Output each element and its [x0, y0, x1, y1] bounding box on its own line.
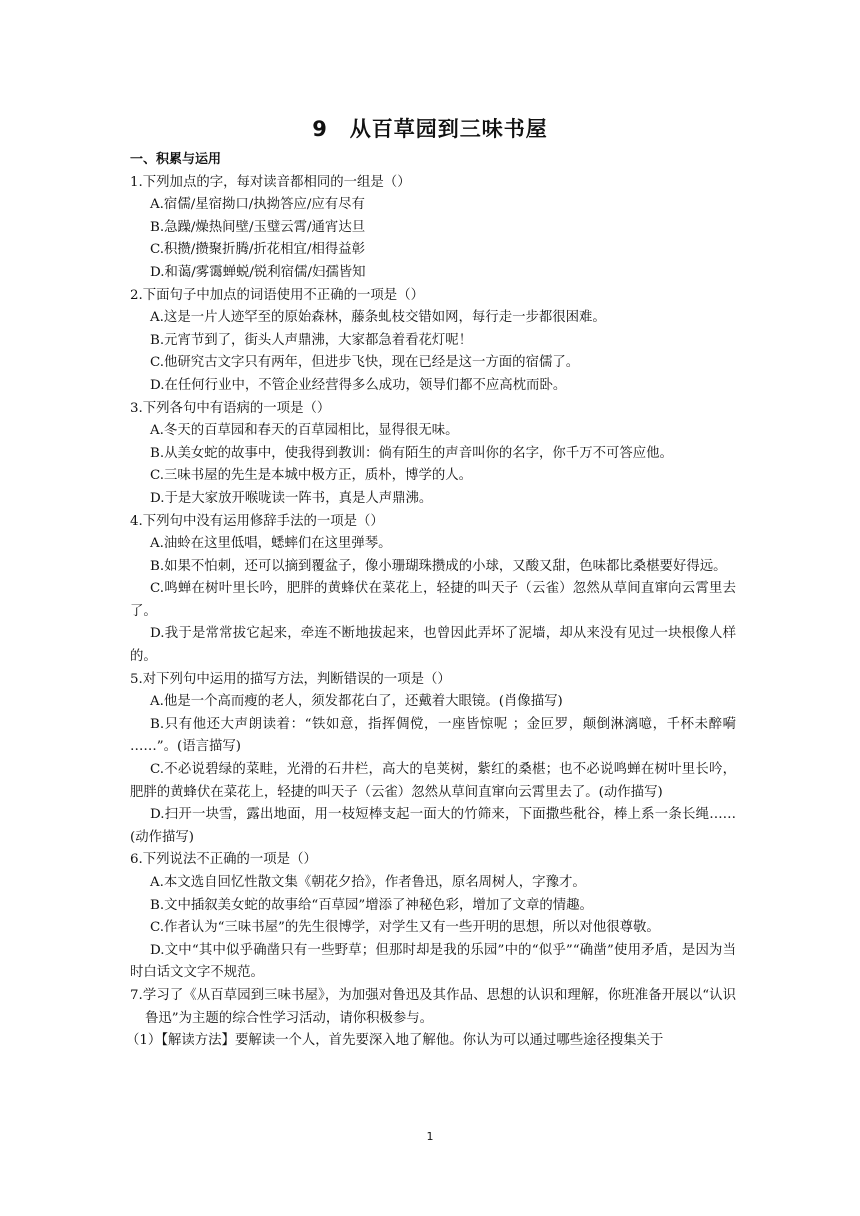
option-d: D.在任何行业中，不管企业经营得多么成功，领导们都不应高枕而卧。 [150, 377, 567, 393]
option-b: B.急躁/燥热间壁/玉璧云霄/通宵达旦 [150, 219, 366, 235]
option-b: B.从美女蛇的故事中，使我得到教训：倘有陌生的声音叫你的名字，你千万不可答应他。 [150, 445, 673, 461]
option-b: B.如果不怕刺，还可以摘到覆盆子，像小珊瑚珠攒成的小球，又酸又甜，色味都比桑椹要好得远。 [150, 558, 727, 574]
question-5 [130, 669, 736, 850]
question-2 [130, 285, 736, 398]
option-a: A.这是一片人迹罕至的原始森林，藤条虬枝交错如网，每行走一步都很困难。 [150, 310, 606, 326]
question-stem: 6.下列说法不正确的一项是（） [130, 852, 317, 868]
option-a: A.油蛉在这里低唱，蟋蟀们在这里弹琴。 [150, 536, 392, 552]
section-heading: 一、积累与运用 [130, 152, 222, 167]
option-d: D.于是大家放开喉咙读一阵书，真是人声鼎沸。 [150, 490, 433, 506]
option-d: D.文中“其中似乎确凿只有一些野草；但那时却是我的乐园”中的“似乎”“确凿”使用矛盾，是因为当时白话文文字不规范。 [130, 942, 736, 981]
question-4 [130, 511, 736, 669]
option-c: C.作者认为“三味书屋”的先生很博学，对学生又有一些开明的思想，所以对他很尊敬。 [150, 920, 660, 936]
question-7 [126, 985, 736, 1053]
question-3 [130, 398, 736, 511]
option-d: D.扫开一块雪，露出地面，用一枝短棒支起一面大的竹筛来，下面撒些秕谷，棒上系一条长绳……(动作描写) [130, 807, 736, 845]
page-title: 9 从百草园到三味书屋 [312, 117, 548, 141]
option-a: A.冬天的百草园和春天的百草园相比，显得很无味。 [150, 423, 459, 439]
option-c: C.三味书屋的先生是本城中极方正，质朴，博学的人。 [150, 468, 473, 484]
page-number: 1 [426, 1130, 434, 1143]
option-c: C.积攒/攒聚折腾/折花相宜/相得益彰 [150, 242, 366, 258]
sub-question-1: （1）【解读方法】要解读一个人，首先要深入地了解他。你认为可以通过哪些途径搜集关于 [126, 1033, 664, 1049]
option-b: B.文中插叙美女蛇的故事给“百草园”增添了神秘色彩，增加了文章的情趣。 [150, 897, 593, 913]
option-c: C.鸣蝉在树叶里长吟，肥胖的黄蜂伏在菜花上，轻捷的叫天子（云雀）忽然从草间直窜向云霄里去了。 [130, 581, 736, 619]
question-stem: 1.下列加点的字，每对读音都相同的一组是（） [130, 174, 411, 190]
option-c: C.他研究古文字只有两年，但进步飞快，现在已经是这一方面的宿儒了。 [150, 355, 580, 371]
question-stem: 5.对下列句中运用的描写方法，判断错误的一项是（） [130, 671, 451, 687]
option-a: A.本文选自回忆性散文集《朝花夕拾》，作者鲁迅，原名周树人，字豫才。 [150, 875, 586, 890]
exercise-content [126, 148, 736, 1053]
question-stem: 7.学习了《从百草园到三味书屋》，为加强对鲁迅及其作品、思想的认识和理解，你班准备开展以“认识鲁迅”为主题的综合性学习活动，请你积极参与。 [130, 987, 736, 1026]
option-d: D.和蔼/雾霭蝉蜕/锐利宿儒/妇孺皆知 [150, 264, 366, 280]
option-c: C.不必说碧绿的菜畦，光滑的石井栏，高大的皂荚树，紫红的桑椹；也不必说鸣蝉在树叶里长吟，肥胖的黄蜂伏在菜花上，轻捷的叫天子（云雀）忽然从草间直窜向云霄里去了。(动作描写) [130, 762, 736, 800]
question-6 [130, 849, 736, 985]
question-stem: 3.下列各句中有语病的一项是（） [130, 400, 331, 416]
question-stem: 2.下面句子中加点的词语使用不正确的一项是（） [130, 287, 424, 303]
option-d: D.我于是常常拔它起来，牵连不断地拔起来，也曾因此弄坏了泥墙，却从来没有见过一块根像人样的。 [130, 626, 736, 665]
option-b: B.只有他还大声朗读着：“铁如意，指挥倜傥，一座皆惊呢 ；金叵罗，颠倒淋漓噫，千杯未醉嗬 ……”。(语言描写) [130, 716, 736, 755]
option-a: A.宿儒/星宿拗口/执拗答应/应有尽有 [150, 197, 365, 213]
option-a: A.他是一个高而瘦的老人，须发都花白了，还戴着大眼镜。(肖像描写) [150, 694, 563, 710]
question-stem: 4.下列句中没有运用修辞手法的一项是（） [130, 513, 384, 529]
question-1 [130, 172, 736, 285]
option-b: B.元宵节到了，街头人声鼎沸，大家都急着看花灯呢！ [150, 332, 473, 348]
